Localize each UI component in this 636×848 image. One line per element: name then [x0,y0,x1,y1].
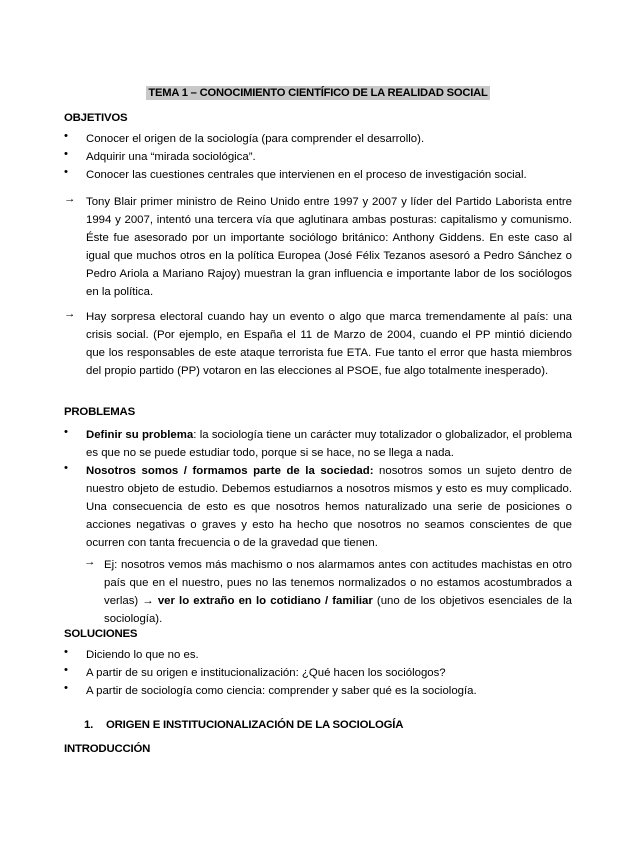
note-item [64,308,572,380]
section-number: 1. [84,719,94,731]
bullet-icon: • [64,646,68,658]
arrow-icon: → [64,193,76,205]
solucion-item [64,664,572,682]
objetivo-text: Conocer las cuestiones centrales que intervienen en el proceso de investigación social. [86,169,527,181]
solucion-text: A partir de su origen e institucionalización: ¿Qué hacen los sociólogos? [86,667,446,679]
bullet-icon: • [64,166,68,178]
objetivo-item [64,166,572,184]
problema-bold: Definir su problema [86,429,194,441]
objetivos-heading: OBJETIVOS [64,112,128,124]
bullet-icon: • [64,682,68,694]
introduccion-heading: INTRODUCCIÓN [64,743,151,755]
objetivo-item [64,148,572,166]
solucion-text: A partir de sociología como ciencia: comprender y saber qué es la sociología. [86,685,477,697]
problema-item [64,462,572,552]
solucion-item [64,682,572,700]
objetivo-item [64,130,572,148]
solucion-item [64,646,572,664]
soluciones-heading: SOLUCIONES [64,628,138,640]
problema-item [64,426,572,462]
problema-text [86,426,572,462]
solucion-text: Diciendo lo que no es. [86,649,199,661]
bullet-icon: • [64,426,68,438]
objetivo-text: Adquirir una “mirada sociológica”. [86,151,256,163]
note-text: Tony Blair primer ministro de Reino Unido entre 1997 y 2007 y líder del Partido Laborista entre 1994 y 2007, intentó una tercera vía que aglutinara ambas posturas: capitalismo y comunismo. Éste fue asesorado por un importante sociólogo británico: Anthony Giddens. En este caso al igual que muchos otros en la política Europea (José Félix Tezanos asesoró a Pedro Sánchez o Pedro Ariola a Mariano Rajoy) muestran la gran influencia e importante labor de los sociólogos en la política. [86,196,572,298]
note-item [64,193,572,301]
arrow-icon: → [84,556,96,568]
example-bold: ver lo extraño en lo cotidiano / familiar [157,595,373,607]
example-body: Ej: nosotros vemos más machismo o nos alarmamos antes con actitudes machistas en otro país que en el nuestro, pues no las tenemos normalizados o no estamos acostumbrados a verlas) → [104,559,572,607]
section-heading [84,719,403,731]
title-container [0,86,636,100]
example-text [104,556,572,628]
document-title: TEMA 1 – CONOCIMIENTO CIENTÍFICO DE LA REALIDAD SOCIAL [148,87,488,99]
bullet-icon: • [64,462,68,474]
bullet-icon: • [64,130,68,142]
problema-body: : la sociología tiene un carácter muy totalizador o globalizador, el problema es que no se puede estudiar todo, porque si se hace, no se llega a nada. [86,429,573,459]
example-tail: (uno de los objetivos esenciales de la sociología). [104,595,573,625]
note-text: Hay sorpresa electoral cuando hay un evento o algo que marca tremendamente al país: una crisis social. (Por ejemplo, en España el 11 de Marzo de 2004, cuando el PP mintió diciendo que los responsables de este ataque terrorista fue ETA. Fue tanto el error que hasta miembros del propio partido (PP) votaron en las elecciones al PSOE, fue algo totalmente inesperado). [86,311,572,377]
objetivo-text: Conocer el origen de la sociología (para comprender el desarrollo). [86,133,425,145]
arrow-icon: → [64,308,76,320]
section-label: ORIGEN E INSTITUCIONALIZACIÓN DE LA SOCIOLOGÍA [106,719,404,731]
problemas-heading: PROBLEMAS [64,406,135,418]
problema-bold: Nosotros somos / formamos parte de la sociedad: [86,465,374,477]
bullet-icon: • [64,148,68,160]
bullet-icon: • [64,664,68,676]
example-item [84,556,572,628]
problema-text [86,462,572,552]
problema-body: nosotros somos un sujeto dentro de nuestro objeto de estudio. Debemos estudiarnos a nosotros mismos y esto es muy complicado. Una consecuencia de esto es que nosotros hemos naturalizado una serie de posiciones o acciones negativas o graves y esto ha hecho que nosotros no seamos conscientes de que ocurren con tanta frecuencia o de la gravedad que tienen. [86,465,572,549]
